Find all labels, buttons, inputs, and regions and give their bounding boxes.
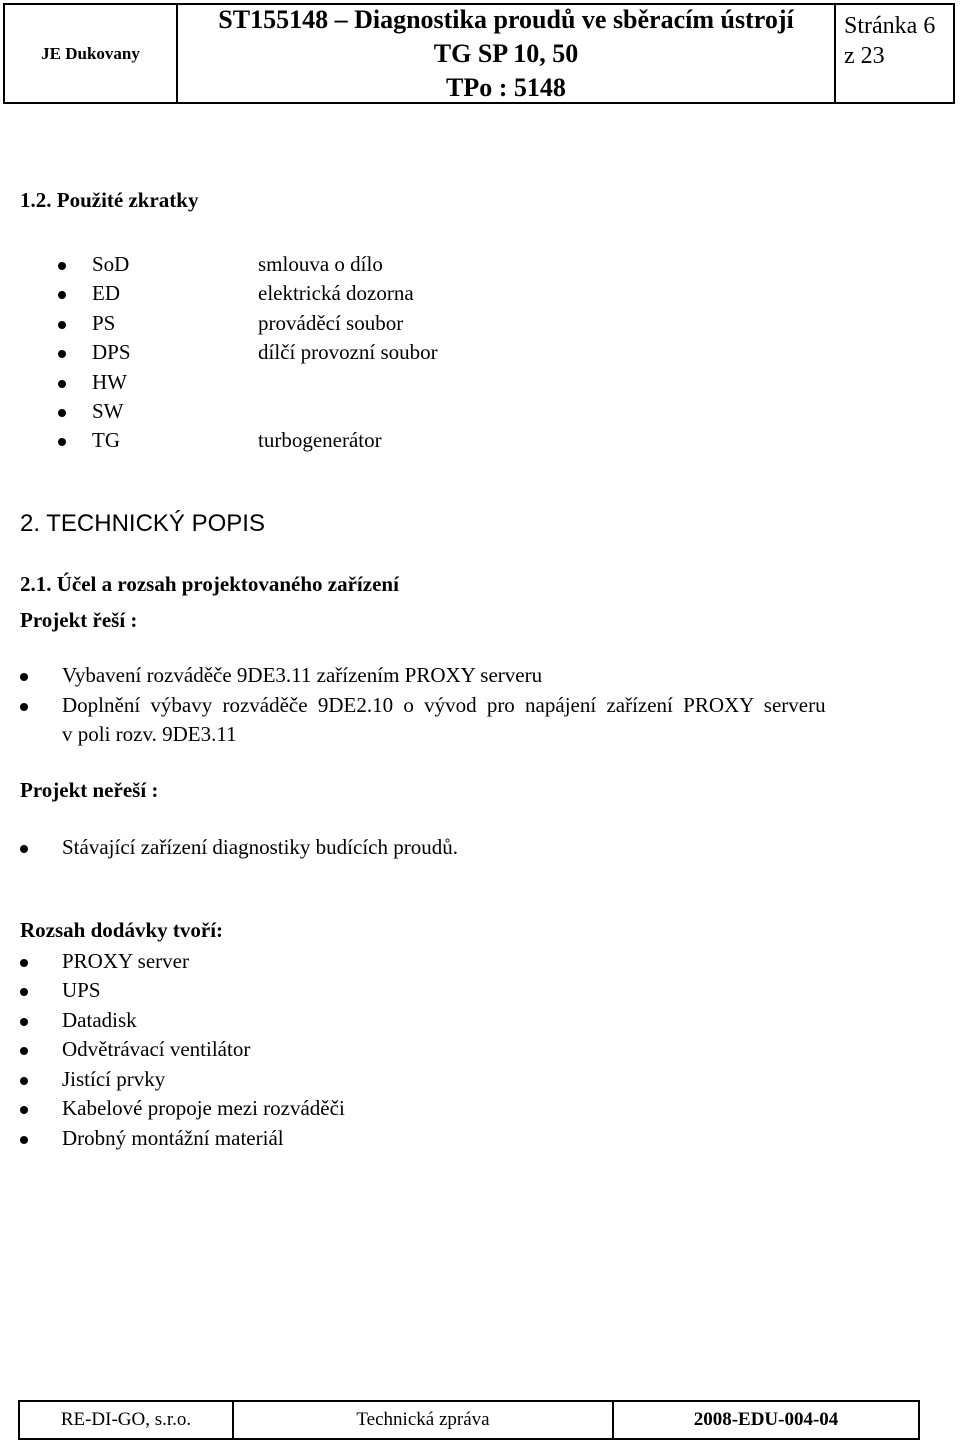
abbreviation-meaning: turbogenerátor xyxy=(258,428,382,452)
list-item-text: Odvětrávací ventilátor xyxy=(62,1037,251,1061)
list-item-text: PROXY server xyxy=(62,949,189,973)
header-title-line3: TPo : 5148 xyxy=(446,72,566,102)
header-title-line1: ST155148 – Diagnostika proudů ve sběracím ústrojí xyxy=(218,4,794,34)
bullet-icon xyxy=(58,438,66,446)
list-item-text: Jistící prvky xyxy=(62,1067,166,1091)
list-item-text: UPS xyxy=(62,978,101,1002)
bullet-icon xyxy=(58,350,66,358)
bullet-icon xyxy=(20,673,28,681)
abbreviation-code: PS xyxy=(92,311,116,335)
bullet-icon xyxy=(20,1106,28,1114)
footer-company: RE-DI-GO, s.r.o. xyxy=(20,1402,234,1438)
section-2-heading: 2. TECHNICKÝ POPIS xyxy=(20,510,265,537)
footer-doc-type: Technická zpráva xyxy=(234,1402,614,1438)
bullet-icon xyxy=(20,1018,28,1026)
list-item-text: Stávající zařízení diagnostiky budících proudů. xyxy=(62,835,458,859)
header-page-line1: Stránka 6 xyxy=(844,13,936,39)
bullet-icon xyxy=(58,380,66,388)
projekt-neresi-label: Projekt neřeší : xyxy=(20,778,159,802)
bullet-icon xyxy=(20,845,28,853)
bullet-icon xyxy=(20,988,28,996)
projekt-resi-label: Projekt řeší : xyxy=(20,608,138,632)
list-item-text: Doplnění výbavy rozváděče 9DE2.10 o vývod pro napájení zařízení PROXY serveru xyxy=(62,693,826,717)
abbreviation-code: ED xyxy=(92,281,120,305)
list-item-text: Vybavení rozváděče 9DE3.11 zařízením PROXY serveru xyxy=(62,663,543,687)
bullet-icon xyxy=(20,1047,28,1055)
page-header xyxy=(3,3,955,104)
abbreviation-meaning: smlouva o dílo xyxy=(258,252,383,276)
bullet-icon xyxy=(58,409,66,417)
footer-doc-number: 2008-EDU-004-04 xyxy=(693,1409,839,1430)
abbreviation-code: TG xyxy=(92,428,120,452)
bullet-icon xyxy=(20,703,28,711)
page-footer xyxy=(18,1400,920,1440)
section-2-1-heading: 2.1. Účel a rozsah projektovaného zařízení xyxy=(20,572,399,596)
header-page-number xyxy=(836,5,953,102)
list-item-text: Kabelové propoje mezi rozváděči xyxy=(62,1096,345,1120)
header-title-line2: TG SP 10, 50 xyxy=(433,38,579,68)
section-1-2-heading: 1.2. Použité zkratky xyxy=(20,188,199,212)
abbreviation-meaning: prováděcí soubor xyxy=(258,311,404,335)
header-title xyxy=(178,5,836,102)
list-item-continuation: v poli rozv. 9DE3.11 xyxy=(62,722,237,746)
bullet-icon xyxy=(20,959,28,967)
bullet-icon xyxy=(58,321,66,329)
abbreviation-code: HW xyxy=(92,370,127,394)
abbreviation-meaning: dílčí provozní soubor xyxy=(258,340,438,364)
bullet-icon xyxy=(58,291,66,299)
header-company: JE Dukovany xyxy=(5,5,178,102)
list-item-text: Drobný montážní materiál xyxy=(62,1126,284,1150)
bullet-icon xyxy=(20,1136,28,1144)
list-item-text: Datadisk xyxy=(62,1008,137,1032)
bullet-icon xyxy=(58,262,66,270)
abbreviation-code: SoD xyxy=(92,252,130,276)
rozsah-dodavky-label: Rozsah dodávky tvoří: xyxy=(20,918,224,942)
abbreviation-meaning: elektrická dozorna xyxy=(258,281,414,305)
bullet-icon xyxy=(20,1077,28,1085)
header-page-line2: z 23 xyxy=(844,43,885,69)
abbreviation-code: DPS xyxy=(92,340,131,364)
abbreviation-code: SW xyxy=(92,399,124,423)
